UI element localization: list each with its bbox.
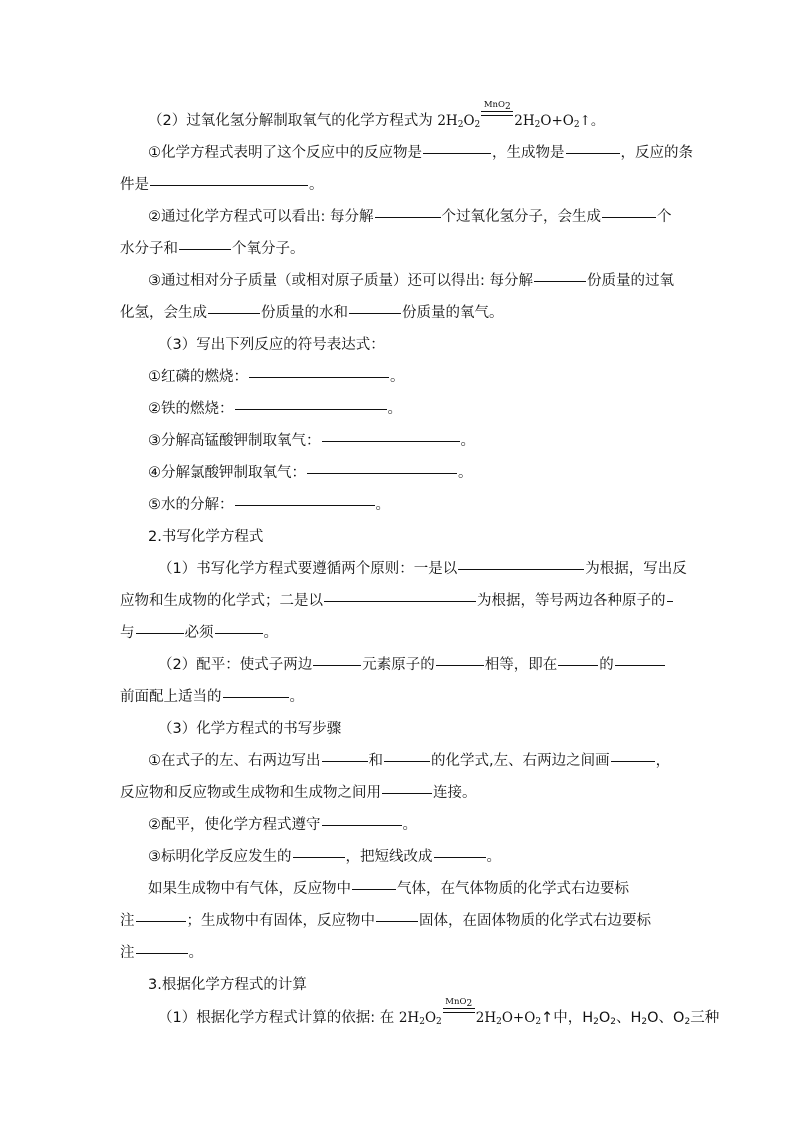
question-line: （1）书写化学方程式要遵循两个原则：一是以 为根据，写出反 (158, 561, 687, 577)
answer-blank[interactable] (458, 568, 584, 570)
question-line: ①在式子的左、右两边写出 和 的化学式,左、右两边之间画 ， (148, 753, 671, 769)
question-line: ②配平，使化学方程式遵守 。 (148, 817, 417, 833)
answer-blank[interactable] (434, 856, 486, 858)
answer-blank[interactable] (375, 216, 441, 218)
answer-blank[interactable] (136, 632, 184, 634)
answer-blank[interactable] (307, 472, 457, 474)
answer-blank[interactable] (436, 664, 484, 666)
question-line: 前面配上适当的 。 (120, 689, 304, 705)
answer-blank[interactable] (566, 152, 620, 154)
answer-blank[interactable] (208, 312, 260, 314)
answer-blank[interactable] (322, 440, 460, 442)
answer-blank[interactable] (249, 376, 389, 378)
answer-blank[interactable] (384, 760, 430, 762)
equation-line-h2o2 (148, 100, 680, 136)
question-line: 反应物和反应物或生成物和生成物之间用 连接。 (120, 785, 477, 801)
catalyst-arrow: MnO$_2$ (480, 111, 514, 125)
section-heading: 2.书写化学方程式 (148, 529, 264, 545)
answer-blank[interactable] (215, 632, 263, 634)
question-line: ④分解氯酸钾制取氧气： 。 (148, 465, 473, 481)
answer-blank[interactable] (349, 312, 401, 314)
answer-blank[interactable] (235, 408, 387, 410)
question-line: ①化学方程式表明了这个反应中的反应物是 ，生成物是 ，反应的条 (148, 145, 693, 161)
question-line: ②铁的燃烧： 。 (148, 401, 402, 417)
question-line: 件是 。 (120, 177, 324, 193)
question-line: 注 。 (120, 945, 203, 961)
answer-blank[interactable] (322, 760, 368, 762)
answer-blank[interactable] (558, 664, 598, 666)
answer-blank[interactable] (611, 760, 655, 762)
answer-blank[interactable] (136, 920, 186, 922)
question-line: ③分解高锰酸钾制取氧气： 。 (148, 433, 475, 449)
answer-blank[interactable] (352, 888, 396, 890)
equation-line-calc: （1）根据化学方程式计算的依据: 在 $2H_2O_2$ MnO$_2$ $2H_2O+O_2↑$中，$H_2O_2$、$H_2O$、$O_2$三种 (158, 997, 720, 1027)
products: $2H_2O+O_2↑$。 (514, 113, 605, 130)
answer-blank[interactable] (179, 248, 231, 250)
answer-blank[interactable] (615, 664, 665, 666)
answer-blank[interactable] (136, 952, 188, 954)
question-line: 注 ；生成物中有固体，反应物中 固体，在固体物质的化学式右边要标 (120, 913, 651, 929)
question-line: 与 必须 。 (120, 625, 278, 641)
text: （2）过氧化氢分解制取氧气的化学方程式为 (148, 113, 438, 129)
answer-blank[interactable] (293, 856, 345, 858)
answer-blank[interactable] (382, 792, 432, 794)
answer-blank[interactable] (667, 600, 673, 602)
answer-blank[interactable] (423, 152, 491, 154)
answer-blank[interactable] (150, 184, 308, 186)
question-line: ③通过相对分子质量（或相对原子质量）还可以得出: 每分解 份质量的过氧 (148, 273, 674, 289)
reactant-h2o2: $2H_2O_2$ (398, 1010, 442, 1027)
answer-blank[interactable] (313, 664, 361, 666)
answer-blank[interactable] (235, 504, 375, 506)
answer-blank[interactable] (376, 920, 418, 922)
question-line: 应物和生成物的化学式；二是以 为根据，等号两边各种原子的 (120, 586, 680, 616)
products: $2H_2O+O_2$ (475, 1010, 542, 1027)
question-line: 如果生成物中有气体，反应物中 气体，在气体物质的化学式右边要标 (148, 881, 629, 897)
subsection-heading: （3）化学方程式的书写步骤 (158, 721, 342, 737)
question-line: 水分子和 个氧分子。 (120, 241, 305, 257)
question-line: （2）配平：使式子两边 元素原子的 相等，即在 的 (158, 650, 680, 680)
question-line: ②通过化学方程式可以看出: 每分解 个过氧化氢分子，会生成 个 (148, 209, 672, 225)
answer-blank[interactable] (322, 824, 402, 826)
question-line: 化氢，会生成 份质量的水和 份质量的氧气。 (120, 305, 504, 321)
answer-blank[interactable] (324, 600, 476, 602)
reactant-h2o2: $2H_2O_2$ (437, 113, 481, 130)
answer-blank[interactable] (223, 696, 289, 698)
catalyst-arrow: MnO$_2$ (442, 1008, 476, 1022)
question-line: ①红磷的燃烧： 。 (148, 369, 405, 385)
question-line: ③标明化学反应发生的 ，把短线改成 。 (148, 849, 501, 865)
section-heading: 3.根据化学方程式的计算 (148, 977, 307, 993)
subsection-heading: （3）写出下列反应的符号表达式： (158, 337, 385, 353)
answer-blank[interactable] (534, 280, 586, 282)
answer-blank[interactable] (602, 216, 656, 218)
question-line: ⑤水的分解： 。 (148, 497, 390, 513)
